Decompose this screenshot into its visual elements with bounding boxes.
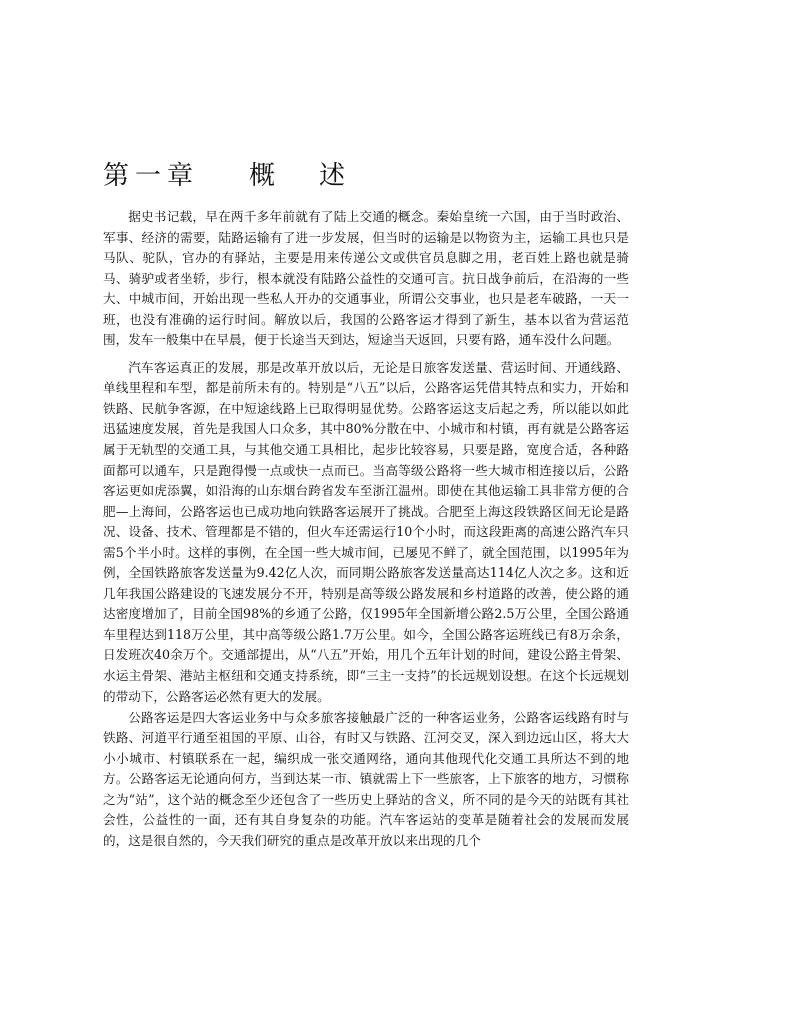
paragraph-3: 公路客运是四大客运业务中与众多旅客接触最广泛的一种客运业务，公路客运线路有时与铁路、河道平行通至祖国的平原、山谷，有时又与铁路、江河交叉，深入到边远山区，将大大小小城市、村镇联系在一起，编织成一张交通网络，通向其他现代化交通工具所达不到的地方。公路客运无论通向何方，当到达某一市、镇就需上下一些旅客，上下旅客的地方，习惯称之为“站”，这个站的概念至少还包含了一些历史上驿站的含义，所不同的是今天的站既有其社会性，公益性的一面，还有其自身复杂的功能。汽车客运站的变革是随着社会的发展而发展的，这是很自然的，今天我们研究的重点是改革开放以来出现的几个 xyxy=(103,709,629,848)
paragraph-2: 汽车客运真正的发展，那是改革开放以后，无论是日旅客发送量、营运时间、开通线路、单线里程和车型，都是前所未有的。特别是“八五”以后，公路客运凭借其特点和实力，开始和铁路、民航争客源，在中短途线路上已取得明显优势。公路客运这支后起之秀，所以能以如此迅猛速度发展，首先是我国人口众多，其中80%分散在中、小城市和村镇，再有就是公路客运属于无轨型的交通工具，与其他交通工具相比，起步比较容易，只要是路，宽度合适，各种路面都可以通车，只是跑得慢一点或快一点而已。当高等级公路将一些大城市相连接以后，公路客运更如虎添翼，如沿海的山东烟台跨省发车至浙江温州。即使在其他运输工具非常方便的合肥—上海间，公路客运也已成功地向铁路客运展开了挑战。合肥至上海这段铁路区间无论是路况、设备、技术、管理都是不错的，但火车还需运行10个小时，而这段距离的高速公路汽车只需5个半小时。这样的事例，在全国一些大城市间，已屡见不鲜了，就全国范围，以1995年为例，全国铁路旅客发送量为9.42亿人次，而同期公路旅客发送量高达114亿人次之多。这和近几年我国公路建设的飞速发展分不开，特别是高等级公路发展和乡村道路的改善，使公路的通达密度增加了，目前全国98%的乡通了公路，仅1995年全国新增公路2.5万公里，全国公路通车里程达到118万公里，其中高等级公路1.7万公里。如今，全国公路客运班线已有8万余条，日发班次40余万个。交通部提出，从“八五”开始，用几个五年计划的时间，建设公路主骨架、水运主骨架、港站主枢纽和交通支持系统，即“三主一支持”的长远规划设想。在这个长远规划的带动下，公路客运必然有更大的发展。 xyxy=(103,359,629,704)
chapter-title-text: 概述 xyxy=(249,160,390,191)
paragraph-1: 据史书记载，早在两千多年前就有了陆上交通的概念。秦始皇统一六国，由于当时政治、军事、经济的需要，陆路运输有了进一步发展，但当时的运输是以物资为主，运输工具也只是马队、驼队，官办的有驿站，主要是用来传递公文或供官员息脚之用，老百姓上路也就是骑马、骑驴或者坐轿，步行，根本就没有陆路公益性的交通可言。抗日战争前后，在沿海的一些大、中城市间，开始出现一些私人开办的交通事业，所谓公交事业，也只是老车破路，一天一班，也没有准确的运行时间。解放以后，我国的公路客运才得到了新生，基本以省为营运范围，发车一般集中在早晨，便于长途当天到达，短途当天返回，只要有路，通车没什么问题。 xyxy=(103,209,629,348)
body-text xyxy=(103,207,629,852)
chapter-label: 第一章 xyxy=(103,160,200,191)
chapter-heading xyxy=(103,155,389,191)
